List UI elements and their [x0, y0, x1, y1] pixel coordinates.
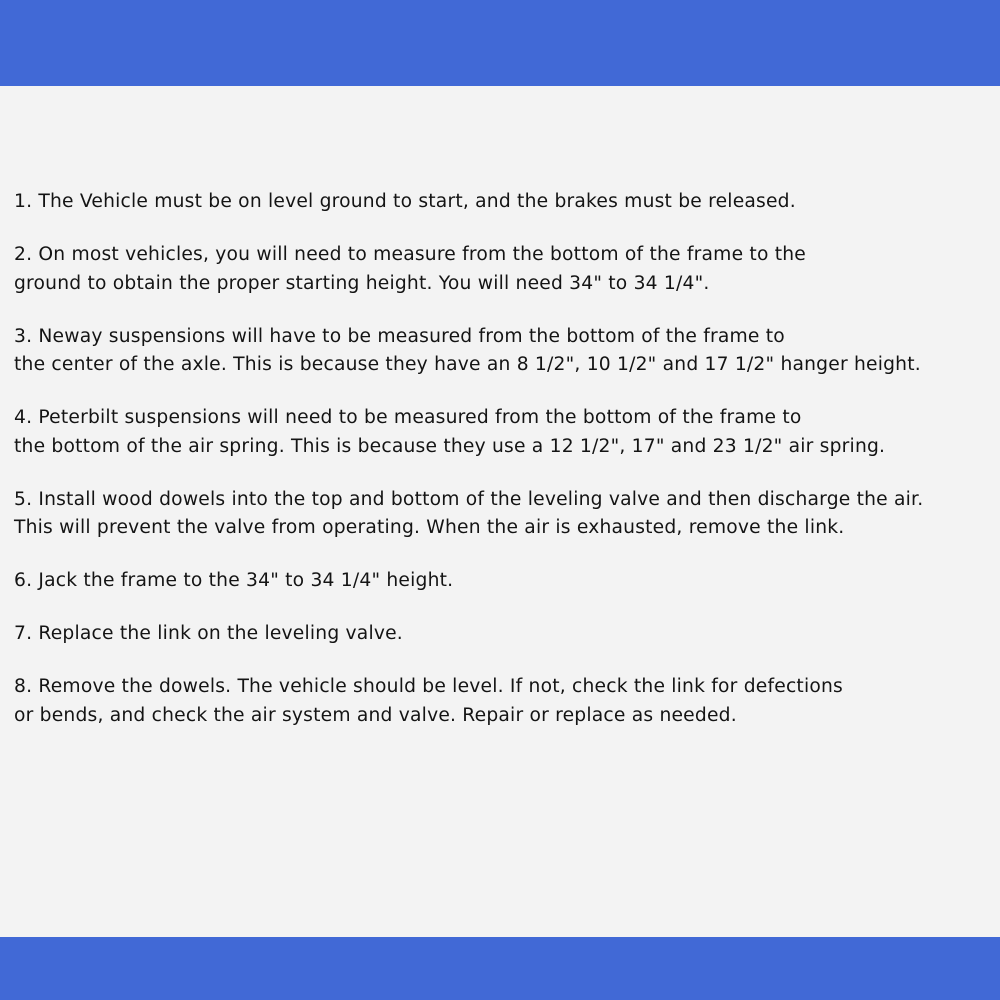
step-5-line-2: This will prevent the valve from operating. When the air is exhausted, remove the link. [14, 517, 845, 538]
instruction-step-4 [14, 404, 998, 461]
instruction-step-1 [14, 188, 998, 217]
step-8-line-2: or bends, and check the air system and valve. Repair or replace as needed. [14, 704, 737, 726]
top-color-band [0, 0, 1000, 86]
step-2-line-1: 2. On most vehicles, you will need to measure from the bottom of the frame to the [14, 244, 806, 265]
step-3-line-2: the center of the axle. This is because they have an 8 1/2", 10 1/2" and 17 1/2" hanger height. [14, 354, 921, 375]
step-4-line-1: 4. Peterbilt suspensions will need to be measured from the bottom of the frame to [14, 407, 802, 428]
step-4-line-2: the bottom of the air spring. This is because they use a 12 1/2", 17" and 23 1/2" air spring. [14, 435, 886, 457]
step-1-line-1: 1. The Vehicle must be on level ground to start, and the brakes must be released. [14, 191, 796, 212]
step-3-line-1: 3. Neway suspensions will have to be measured from the bottom of the frame to [14, 325, 785, 347]
instruction-step-8 [14, 673, 998, 730]
instruction-step-2 [14, 241, 998, 298]
instruction-list [14, 188, 998, 755]
step-2-line-2: ground to obtain the proper starting height. You will need 34" to 34 1/4". [14, 272, 710, 294]
instruction-step-7 [14, 620, 998, 649]
step-8-line-1: 8. Remove the dowels. The vehicle should be level. If not, check the link for defections [14, 676, 843, 697]
bottom-color-band [0, 937, 1000, 1000]
step-6-line-1: 6. Jack the frame to the 34" to 34 1/4" height. [14, 570, 454, 591]
step-5-line-1: 5. Install wood dowels into the top and bottom of the leveling valve and then discharge the air. [14, 488, 924, 510]
instruction-step-6 [14, 567, 998, 596]
instruction-step-3 [14, 323, 998, 380]
instruction-step-5 [14, 486, 998, 543]
step-7-line-1: 7. Replace the link on the leveling valve. [14, 623, 403, 644]
